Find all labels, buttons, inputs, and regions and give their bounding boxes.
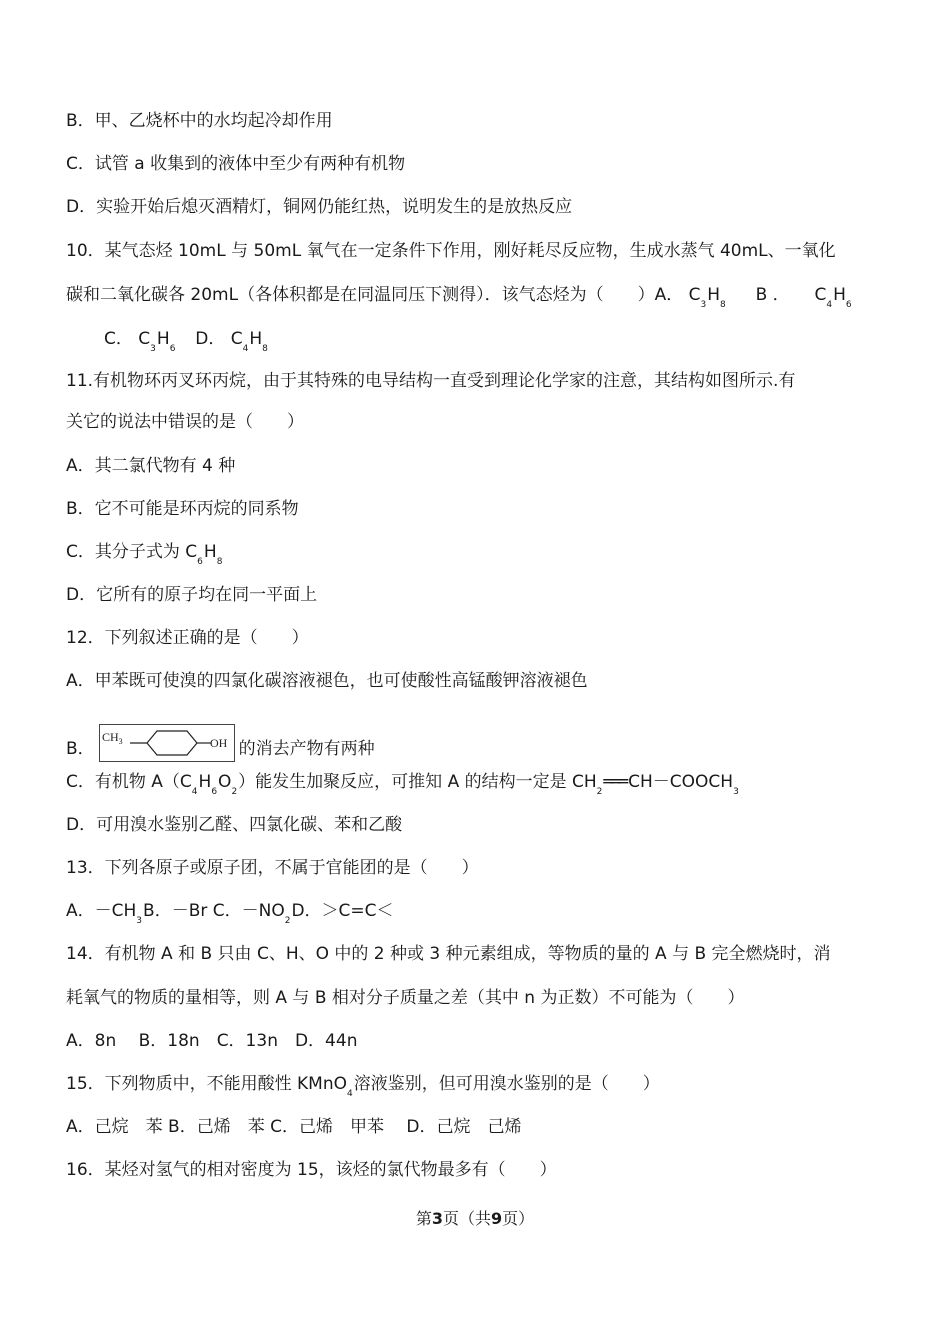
q10-option-b-label: B ． bbox=[755, 285, 790, 305]
q15-stem: 15．下列物质中，不能用酸性 KMnO$_4$溶液鉴别，但可用溴水鉴别的是（ ） bbox=[66, 1074, 660, 1099]
q13-stem: 13．下列各原子或原子团，不属于官能团的是（ ） bbox=[66, 858, 479, 878]
q13-options: A．$-CH_3B$．－Br C．$-NO_2D$．＞C=C＜ bbox=[66, 901, 394, 926]
q11-option-b: B．它不可能是环丙烷的同系物 bbox=[66, 499, 299, 519]
q15-options: A．己烷 苯 B．己烯 苯 C．己烯 甲苯 D．己烷 己烯 bbox=[66, 1117, 522, 1137]
q9-option-c: C．试管 a 收集到的液体中至少有两种有机物 bbox=[66, 154, 406, 174]
total-page-number: 9 bbox=[491, 1209, 503, 1228]
q12-option-b-label: B． bbox=[66, 739, 95, 759]
q10-stem-line1: 10．某气态烃 10mL 与 50mL 氧气在一定条件下作用，刚好耗尽反应物，生成水蒸气 40mL、一氧化 bbox=[66, 241, 836, 261]
q10-option-b-formula: $C_4H_6$ bbox=[814, 285, 852, 310]
q10-option-d-formula: $C_4H_8$ bbox=[230, 329, 268, 354]
q14-stem-line1: 14．有机物 A 和 B 只由 C、H、O 中的 2 种或 3 种元素组成，等物质的量的 A 与 B 完全燃烧时，消 bbox=[66, 944, 831, 964]
q9-option-d: D．实验开始后熄灭酒精灯，铜网仍能红热，说明发生的是放热反应 bbox=[66, 197, 573, 217]
q10-option-c-formula: $C_3H_6$ bbox=[138, 329, 176, 354]
q10-stem-line2 bbox=[66, 284, 853, 310]
q11-stem-line1: 11.有机物环丙叉环丙烷，由于其特殊的电导结构一直受到理论化学家的注意，其结构如图所示.有 bbox=[66, 371, 796, 391]
q11-option-d: D．它所有的原子均在同一平面上 bbox=[66, 585, 318, 605]
q14-options: A．8n B．18n C．13n D．44n bbox=[66, 1031, 358, 1051]
q10-options-cd bbox=[104, 328, 269, 354]
q12-stem: 12．下列叙述正确的是（ ） bbox=[66, 628, 309, 648]
q10-option-d-label: D． bbox=[195, 329, 226, 349]
svg-text:OH: OH bbox=[209, 736, 228, 750]
q12-structure-formula: $CH_2═══$ $CH-COOCH_3$ bbox=[572, 772, 739, 797]
q12-option-b-text: 的消去产物有两种 bbox=[238, 739, 375, 759]
cyclohexanol-structure-image bbox=[99, 724, 235, 762]
q12-option-a: A．甲苯既可使溴的四氯化碳溶液褪色，也可使酸性高锰酸钾溶液褪色 bbox=[66, 671, 588, 691]
q10-option-c-label: C． bbox=[104, 329, 133, 349]
q12-option-d: D．可用溴水鉴别乙醛、四氯化碳、苯和乙酸 bbox=[66, 815, 403, 835]
q10-option-a-formula: $C_3H_8$ bbox=[688, 285, 726, 310]
svg-text:CH3: $CH_3$ bbox=[101, 730, 123, 746]
q11-stem-line2: 关它的说法中错误的是（ ） bbox=[66, 412, 304, 432]
q12-option-c: C．有机物 $A(C_4H_6O_2)$能发生加聚反应，可推知 A 的结构一定是 $CH_2═══$ $CH-COOCH_3$ bbox=[66, 772, 739, 797]
q11-option-c: C．其分子式为 $C_6H_8$ bbox=[66, 542, 223, 567]
q12-option-b bbox=[66, 730, 375, 759]
q14-stem-line2: 耗氧气的物质的量相等，则 A 与 B 相对分子质量之差（其中 n 为正数）不可能为（ ） bbox=[66, 988, 745, 1008]
q11-formula: $C_6H_8$ bbox=[185, 542, 223, 567]
q10-stem-text: 碳和二氧化碳各 20mL（各体积都是在同温同压下测得）．该气态烃为（ ）A． bbox=[66, 285, 684, 305]
q16-stem: 16．某烃对氢气的相对密度为 15，该烃的氯代物最多有（ ） bbox=[66, 1160, 557, 1180]
page-footer: 第3页（共9页） bbox=[415, 1209, 535, 1228]
q12-formula-a: $C_4H_6O_2$ bbox=[179, 772, 238, 797]
current-page-number: 3 bbox=[431, 1209, 443, 1228]
q11-option-a: A．其二氯代物有 4 种 bbox=[66, 456, 236, 476]
q9-option-b: B．甲、乙烧杯中的水均起冷却作用 bbox=[66, 111, 333, 131]
